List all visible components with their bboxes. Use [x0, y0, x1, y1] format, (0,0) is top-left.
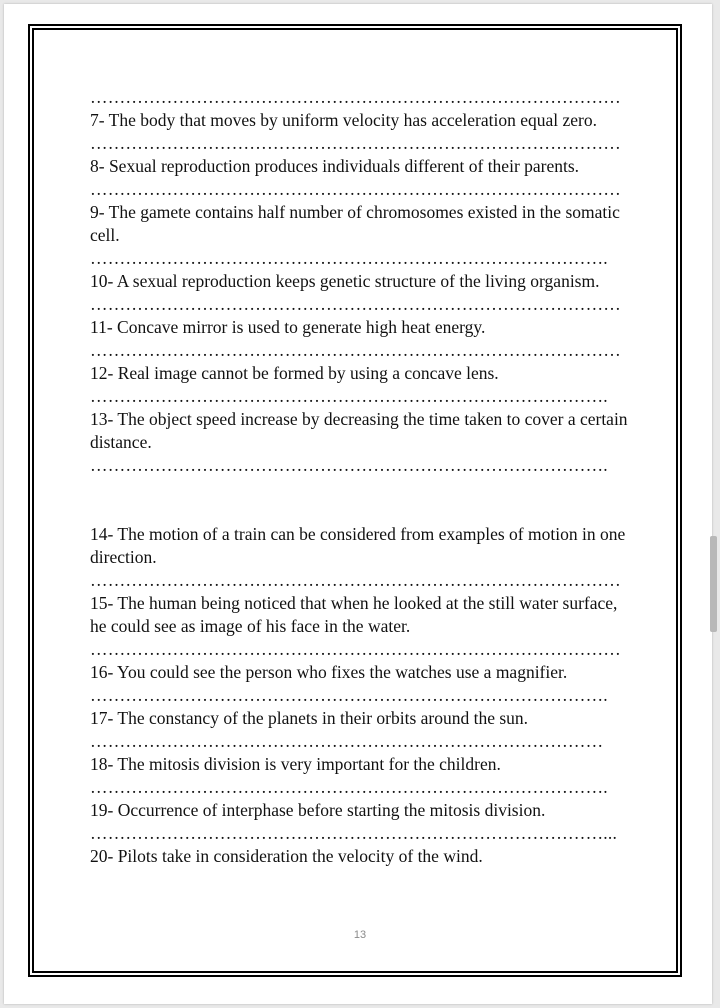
answer-line: ………………………………………………………………………………: [90, 133, 621, 153]
question-16: 16- You could see the person who fixes the watches use a magnifier.: [90, 662, 568, 682]
question-8: 8- Sexual reproduction produces individuals different of their parents.: [90, 156, 580, 176]
answer-line: ………………………………………………………………………………: [90, 639, 621, 659]
question-12: 12- Real image cannot be formed by using a concave lens.: [90, 363, 499, 383]
answer-line: ………………………………………………………………………………: [90, 570, 621, 590]
question-list: [90, 86, 630, 868]
answer-line: …………………………………………………………………………….: [90, 248, 608, 268]
question-18: 18- The mitosis division is very important for the children.: [90, 754, 501, 774]
answer-line: …………………………………………………………………………….: [90, 777, 608, 797]
answer-line: ………………………………………………………………………………: [90, 87, 621, 107]
answer-line: ……………………………………………………………………………: [90, 731, 604, 751]
question-13: 13- The object speed increase by decreasing the time taken to cover a certain distance.: [90, 409, 628, 452]
blank-space: [90, 477, 630, 523]
page-number: 13: [353, 929, 367, 941]
answer-line: ……………………………………………………………………………...: [90, 823, 618, 843]
vertical-scrollbar-thumb[interactable]: [710, 536, 717, 632]
question-20: 20- Pilots take in consideration the velocity of the wind.: [90, 846, 483, 866]
answer-line: ………………………………………………………………………………: [90, 294, 621, 314]
answer-line: …………………………………………………………………………….: [90, 685, 608, 705]
question-11: 11- Concave mirror is used to generate high heat energy.: [90, 317, 486, 337]
question-9: 9- The gamete contains half number of chromosomes existed in the somatic cell.: [90, 202, 620, 245]
question-17: 17- The constancy of the planets in their orbits around the sun.: [90, 708, 529, 728]
question-14: 14- The motion of a train can be considered from examples of motion in one direction.: [90, 524, 626, 567]
question-19: 19- Occurrence of interphase before starting the mitosis division.: [90, 800, 546, 820]
answer-line: ………………………………………………………………………………: [90, 340, 621, 360]
question-15: 15- The human being noticed that when he looked at the still water surface, he could see as image of his face in the water.: [90, 593, 618, 636]
answer-line: ………………………………………………………………………………: [90, 179, 621, 199]
answer-line: …………………………………………………………………………….: [90, 386, 608, 406]
answer-line: …………………………………………………………………………….: [90, 455, 608, 475]
question-7: 7- The body that moves by uniform velocity has acceleration equal zero.: [90, 110, 598, 130]
question-10: 10- A sexual reproduction keeps genetic structure of the living organism.: [90, 271, 600, 291]
